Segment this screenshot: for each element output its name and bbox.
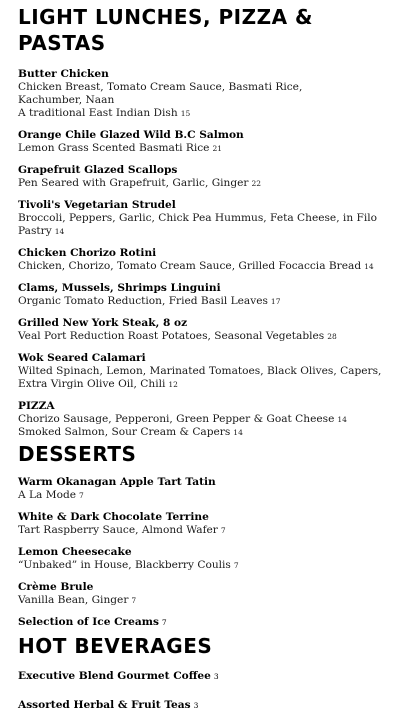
item-name: Executive Blend Gourmet Coffee <box>18 670 211 682</box>
item-description: A La Mode <box>18 489 77 501</box>
item-name: PIZZA <box>18 400 55 412</box>
item-name: Clams, Mussels, Shrimps Linguini <box>18 282 221 294</box>
item-price: 7 <box>79 491 84 500</box>
item-name: Warm Okanagan Apple Tart Tatin <box>18 476 216 488</box>
menu-item <box>18 68 394 120</box>
item-description: Pen Seared with Grapefruit, Garlic, Ginger <box>18 177 249 189</box>
item-description: Kachumber, Naan <box>18 94 115 106</box>
item-description: “Unbaked” in House, Blackberry Coulis <box>18 559 231 571</box>
item-name: Grapefruit Glazed Scallops <box>18 164 178 176</box>
item-description: Broccoli, Peppers, Garlic, Chick Pea Hummus, Feta Cheese, in Filo <box>18 212 378 224</box>
item-price: 7 <box>220 526 226 535</box>
menu-item <box>18 670 394 683</box>
item-description: Vanilla Bean, Ginger <box>18 594 129 606</box>
menu-item <box>18 400 394 439</box>
item-name: Assorted Herbal & Fruit Teas <box>18 699 191 711</box>
section-title <box>18 633 394 659</box>
item-name: Chicken Chorizo Rotini <box>18 247 157 259</box>
menu-item <box>18 352 394 391</box>
item-description: Chicken Breast, Tomato Cream Sauce, Basmati Rice, <box>18 81 303 93</box>
item-price: 17 <box>270 297 281 306</box>
section-title-line: HOT BEVERAGES <box>18 634 213 658</box>
item-price: 7 <box>233 561 239 570</box>
item-description: Chicken, Chorizo, Tomato Cream Sauce, Grilled Focaccia Bread <box>18 260 362 272</box>
item-description: Pastry <box>18 225 52 237</box>
item-name: Selection of Ice Creams <box>18 616 159 628</box>
item-description: A traditional East Indian Dish <box>18 107 178 119</box>
item-description: Smoked Salmon, Sour Cream & Capers <box>18 426 231 438</box>
item-description: Extra Virgin Olive Oil, Chili <box>18 378 166 390</box>
section-title <box>18 441 394 467</box>
item-name: Crème Brule <box>18 581 94 593</box>
item-description: Chorizo Sausage, Pepperoni, Green Pepper & Goat Cheese <box>18 413 335 425</box>
item-price: 14 <box>54 227 65 236</box>
item-price: 14 <box>337 415 347 424</box>
item-price: 7 <box>131 596 137 605</box>
item-price: 7 <box>161 618 167 627</box>
section-light-lunches <box>18 4 394 439</box>
item-name: Wok Seared Calamari <box>18 352 146 364</box>
item-price: 3 <box>213 672 219 681</box>
item-name: Grilled New York Steak, 8 oz <box>18 317 188 329</box>
menu-item <box>18 317 394 343</box>
item-name: Butter Chicken <box>18 68 109 80</box>
item-price: 3 <box>193 701 199 710</box>
menu-item <box>18 699 394 712</box>
menu-item <box>18 129 394 155</box>
item-price: 22 <box>251 179 262 188</box>
menu-item <box>18 476 394 502</box>
menu-item <box>18 247 394 273</box>
section-title-line: PASTAS <box>18 31 106 55</box>
section-title-line: DESSERTS <box>18 442 137 466</box>
item-description: Tart Raspberry Sauce, Almond Wafer <box>18 524 218 536</box>
item-description: Organic Tomato Reduction, Fried Basil Leaves <box>18 295 268 307</box>
item-price: 14 <box>233 428 243 437</box>
section-desserts <box>18 441 394 629</box>
section-title <box>18 4 394 56</box>
menu-item <box>18 581 394 607</box>
menu-item <box>18 199 394 238</box>
item-name: White & Dark Chocolate Terrine <box>18 511 209 523</box>
section-hot-beverages <box>18 633 394 712</box>
menu-item <box>18 164 394 190</box>
menu-item <box>18 616 394 629</box>
item-name: Tivoli's Vegetarian Strudel <box>18 199 176 211</box>
menu-item <box>18 546 394 572</box>
item-description: Wilted Spinach, Lemon, Marinated Tomatoes, Black Olives, Capers, <box>18 365 382 377</box>
menu-item <box>18 282 394 308</box>
item-description: Lemon Grass Scented Basmati Rice <box>18 142 210 154</box>
item-price: 15 <box>180 109 191 118</box>
item-price: 21 <box>212 144 222 153</box>
item-price: 12 <box>168 380 178 389</box>
menu-page <box>18 4 394 721</box>
section-title-line: LIGHT LUNCHES, PIZZA & <box>18 5 313 29</box>
item-name: Lemon Cheesecake <box>18 546 132 558</box>
item-price: 14 <box>364 262 374 271</box>
item-price: 28 <box>327 332 337 341</box>
item-name: Orange Chile Glazed Wild B.C Salmon <box>18 129 244 141</box>
menu-item <box>18 511 394 537</box>
item-description: Veal Port Reduction Roast Potatoes, Seasonal Vegetables <box>18 330 325 342</box>
